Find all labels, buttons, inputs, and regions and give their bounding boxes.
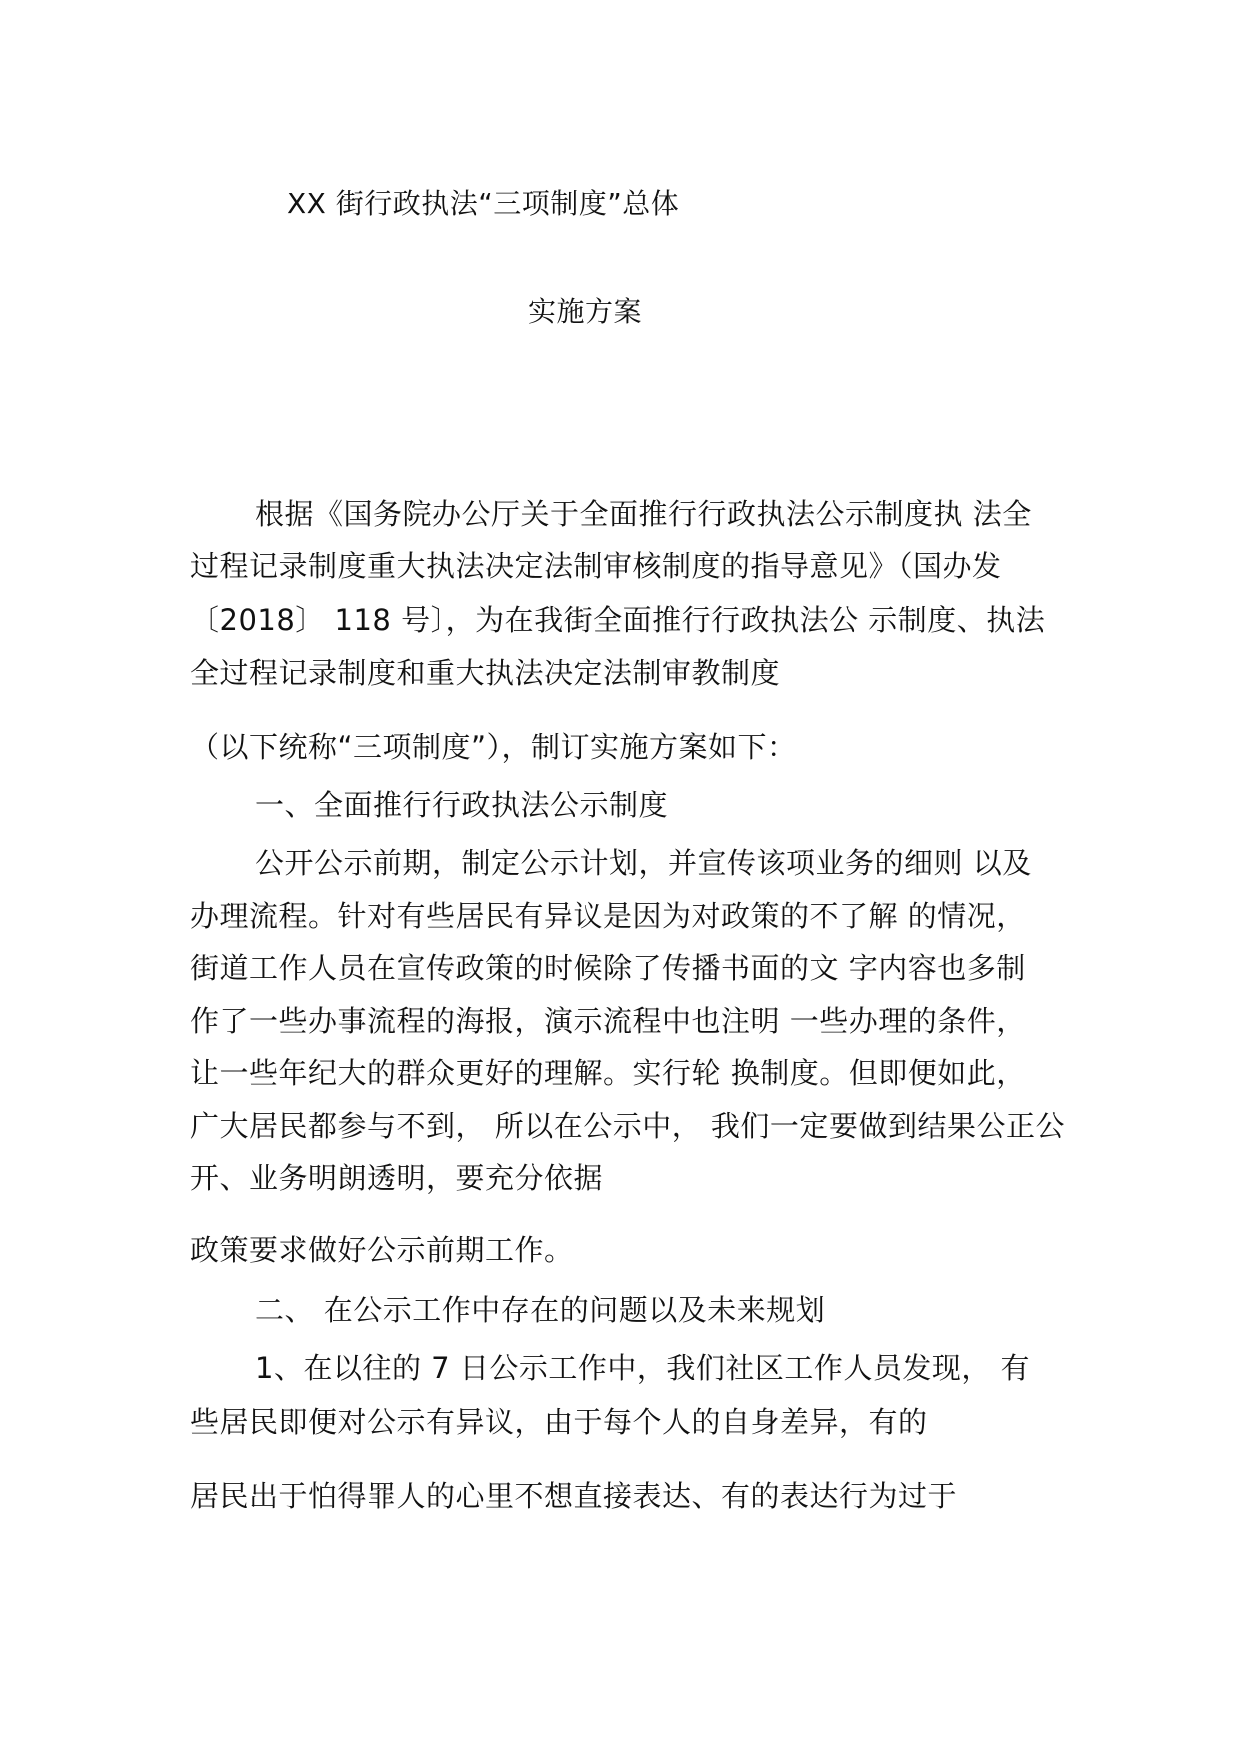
paragraph-line: 办理流程。针对有些居民有异议是因为对政策的不了解 的情况， xyxy=(190,899,1026,933)
section-heading-1: 一、全面推行行政执法公示制度 xyxy=(255,788,669,822)
paragraph-line: （以下统称“三项制度”），制订实施方案如下： xyxy=(190,730,797,764)
paragraph-line: 些居民即便对公示有异议，由于每个人的自身差异，有的 xyxy=(190,1405,928,1439)
paragraph-line: 全过程记录制度和重大执法决定法制审教制度 xyxy=(190,656,781,690)
paragraph-line: 公开公示前期，制定公示计划，并宣传该项业务的细则 以及 xyxy=(255,846,1032,880)
paragraph-line: 过程记录制度重大执法决定法制审核制度的指导意见》（国办发 xyxy=(190,549,1002,583)
document-title-line-1: XX 街行政执法“三项制度”总体 xyxy=(287,187,680,220)
paragraph-line: 街道工作人员在宣传政策的时候除了传播书面的文 字内容也多制 xyxy=(190,951,1026,985)
paragraph-line: 1、在以往的 7 日公示工作中，我们社区工作人员发现， 有 xyxy=(255,1351,1031,1385)
document-title-line-2: 实施方案 xyxy=(528,295,643,328)
paragraph-line: 让一些年纪大的群众更好的理解。实行轮 换制度。但即便如此， xyxy=(190,1056,1026,1090)
paragraph-line: 广大居民都参与不到， 所以在公示中， 我们一定要做到结果公正公 xyxy=(190,1109,1065,1143)
paragraph-line: 政策要求做好公示前期工作。 xyxy=(190,1233,574,1267)
paragraph-line: 根据《国务院办公厅关于全面推行行政执法公示制度执 法全 xyxy=(255,497,1032,531)
paragraph-line: 居民出于怕得罪人的心里不想直接表达、有的表达行为过于 xyxy=(190,1479,958,1513)
section-heading-2: 二、 在公示工作中存在的问题以及未来规划 xyxy=(255,1293,826,1327)
paragraph-line: 〔2018〕 118 号〕，为在我街全面推行行政执法公 示制度、执法 xyxy=(190,603,1046,637)
paragraph-line: 开、业务明朗透明，要充分依据 xyxy=(190,1161,604,1195)
paragraph-line: 作了一些办事流程的海报，演示流程中也注明 一些办理的条件， xyxy=(190,1004,1026,1038)
